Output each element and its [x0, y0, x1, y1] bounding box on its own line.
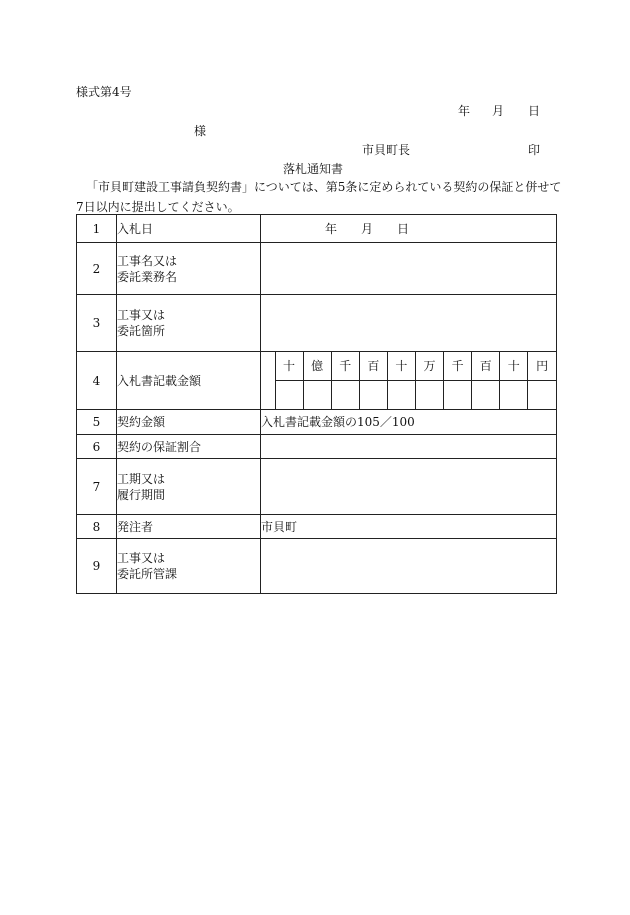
unit-label: 円 — [528, 352, 556, 381]
bid-date-day-label: 日 — [397, 221, 410, 236]
row-label-work-period: 工期又は 履行期間 — [117, 459, 261, 515]
addressee-honorific: 様 — [194, 124, 207, 138]
guarantee-ratio-field[interactable] — [261, 435, 557, 459]
unit-label: 十 — [500, 352, 528, 381]
department-field[interactable] — [261, 539, 557, 594]
digit-cell[interactable] — [415, 381, 443, 410]
bid-amount-grid — [261, 352, 557, 410]
table-row — [77, 352, 557, 410]
row-label-project-name: 工事名又は 委託業務名 — [117, 243, 261, 295]
bid-date-year-label: 年 — [325, 221, 338, 236]
table-row — [77, 539, 557, 594]
table-row — [77, 459, 557, 515]
row-number: 4 — [77, 352, 117, 410]
orderer-value: 市貝町 — [261, 515, 557, 539]
project-name-field[interactable] — [261, 243, 557, 295]
unit-label: 千 — [444, 352, 472, 381]
table-row — [77, 243, 557, 295]
unit-label: 十 — [275, 352, 303, 381]
digit-cell[interactable] — [275, 381, 303, 410]
digit-cell[interactable] — [331, 381, 359, 410]
bid-date-field[interactable] — [261, 215, 557, 243]
unit-label: 百 — [359, 352, 387, 381]
unit-label: 千 — [331, 352, 359, 381]
unit-label: 億 — [303, 352, 331, 381]
work-period-field[interactable] — [261, 459, 557, 515]
row-label-department: 工事又は 委託所管課 — [117, 539, 261, 594]
row-label-contract-amount: 契約金額 — [117, 410, 261, 435]
date-month-label: 月 — [492, 104, 505, 118]
row-label-bid-amount: 入札書記載金額 — [117, 352, 261, 410]
row-label-orderer: 発注者 — [117, 515, 261, 539]
digit-cell[interactable] — [359, 381, 387, 410]
row-label-bid-date: 入札日 — [117, 215, 261, 243]
issuer-title: 市貝町長 — [362, 143, 411, 157]
form-number: 様式第4号 — [76, 85, 132, 99]
table-row — [77, 515, 557, 539]
row-number: 7 — [77, 459, 117, 515]
row-number: 6 — [77, 435, 117, 459]
unit-label: 十 — [387, 352, 415, 381]
table-row — [77, 435, 557, 459]
seal-mark: 印 — [528, 143, 541, 157]
row-label-project-location: 工事又は 委託箇所 — [117, 295, 261, 352]
table-row — [77, 410, 557, 435]
digit-cell[interactable] — [303, 381, 331, 410]
digit-cell[interactable] — [387, 381, 415, 410]
digit-cell[interactable] — [528, 381, 556, 410]
row-number: 5 — [77, 410, 117, 435]
digit-cell[interactable] — [472, 381, 500, 410]
document-title: 落札通知書 — [283, 162, 344, 176]
date-year-label: 年 — [458, 104, 471, 118]
instruction-line-1: 「市貝町建設工事請負契約書」については、第5条に定められている契約の保証と併せて — [86, 180, 562, 194]
instruction-line-2: 7日以内に提出してください。 — [76, 200, 240, 214]
table-row — [77, 295, 557, 352]
unit-label: 百 — [472, 352, 500, 381]
unit-label: 万 — [415, 352, 443, 381]
date-day-label: 日 — [528, 104, 541, 118]
row-number: 2 — [77, 243, 117, 295]
table-row — [77, 215, 557, 243]
row-number: 8 — [77, 515, 117, 539]
digit-cell[interactable] — [500, 381, 528, 410]
row-number: 9 — [77, 539, 117, 594]
notice-table — [76, 214, 557, 594]
project-location-field[interactable] — [261, 295, 557, 352]
digit-cell[interactable] — [444, 381, 472, 410]
row-number: 1 — [77, 215, 117, 243]
contract-amount-value: 入札書記載金額の105／100 — [261, 410, 557, 435]
row-number: 3 — [77, 295, 117, 352]
bid-date-month-label: 月 — [361, 221, 374, 236]
row-label-guarantee-ratio: 契約の保証割合 — [117, 435, 261, 459]
